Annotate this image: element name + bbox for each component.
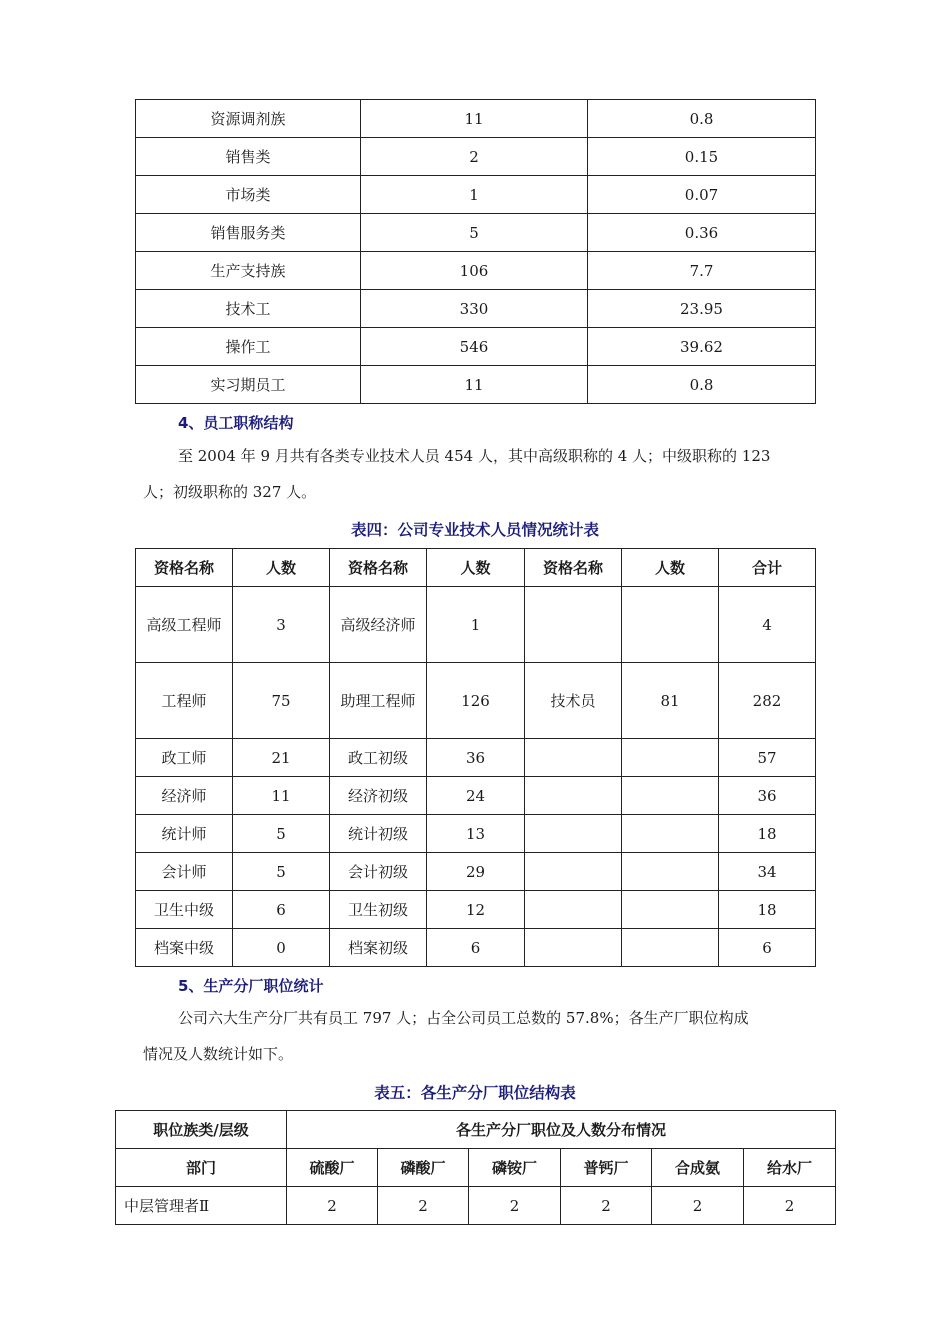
header-position-level: 职位族类/层级 [116, 1111, 287, 1149]
table-cell: 中层管理者Ⅱ [116, 1187, 287, 1225]
table-cell: 2 [652, 1187, 744, 1225]
table-cell: 卫生中级 [136, 891, 233, 929]
table-cell: 2 [287, 1187, 378, 1225]
table-cell: 统计初级 [330, 815, 427, 853]
table-cell: 资源调剂族 [136, 100, 361, 138]
table-cell: 546 [361, 328, 588, 366]
column-header: 人数 [622, 549, 719, 587]
paragraph-line: 公司六大生产分厂共有员工 797 人；占全公司员工总数的 57.8%；各生产厂职位构成 [178, 1009, 749, 1027]
table-cell: 11 [233, 777, 330, 815]
table-cell: 政工初级 [330, 739, 427, 777]
table-cell [622, 929, 719, 967]
section-4-heading: 4、员工职称结构 [178, 414, 294, 432]
table-cell: 4 [719, 587, 816, 663]
table-cell [525, 853, 622, 891]
table-cell: 技术员 [525, 663, 622, 739]
factory-header: 磷铵厂 [469, 1149, 561, 1187]
table-cell: 5 [233, 853, 330, 891]
column-header: 人数 [427, 549, 525, 587]
section-5-paragraph [143, 1000, 823, 1072]
table-row [136, 739, 816, 777]
table-cell [525, 587, 622, 663]
table-cell: 6 [427, 929, 525, 967]
table-cell [622, 853, 719, 891]
table-cell: 实习期员工 [136, 366, 361, 404]
column-header: 人数 [233, 549, 330, 587]
table-cell [622, 739, 719, 777]
table-cell: 3 [233, 587, 330, 663]
table-cell: 11 [361, 100, 588, 138]
table-cell: 生产支持族 [136, 252, 361, 290]
table-cell: 18 [719, 815, 816, 853]
column-header: 合计 [719, 549, 816, 587]
table-cell: 高级经济师 [330, 587, 427, 663]
table-cell: 6 [719, 929, 816, 967]
paragraph-line: 情况及人数统计如下。 [143, 1045, 294, 1063]
table-cell: 助理工程师 [330, 663, 427, 739]
table-row [136, 815, 816, 853]
factory-header: 磷酸厂 [378, 1149, 469, 1187]
table-cell: 技术工 [136, 290, 361, 328]
table-cell: 39.62 [588, 328, 816, 366]
table-cell: 75 [233, 663, 330, 739]
table-cell: 统计师 [136, 815, 233, 853]
table-4-caption: 表四：公司专业技术人员情况统计表 [350, 521, 599, 539]
table-row [136, 891, 816, 929]
table-cell: 档案初级 [330, 929, 427, 967]
table-row [136, 587, 816, 663]
table-cell: 0.07 [588, 176, 816, 214]
section-4-paragraph [143, 438, 823, 510]
table-cell: 卫生初级 [330, 891, 427, 929]
table-cell: 13 [427, 815, 525, 853]
table-cell: 12 [427, 891, 525, 929]
column-header: 资格名称 [330, 549, 427, 587]
table-cell: 34 [719, 853, 816, 891]
factory-position-table [115, 1110, 836, 1225]
table-cell [622, 891, 719, 929]
table-cell: 2 [744, 1187, 836, 1225]
table-cell: 0.8 [588, 366, 816, 404]
table-cell: 0.15 [588, 138, 816, 176]
table-cell [525, 777, 622, 815]
table-row [136, 176, 816, 214]
table-cell: 7.7 [588, 252, 816, 290]
paragraph-line: 人；初级职称的 327 人。 [143, 483, 317, 501]
table-cell [525, 929, 622, 967]
factory-header: 给水厂 [744, 1149, 836, 1187]
table-row [116, 1187, 836, 1225]
table-cell: 29 [427, 853, 525, 891]
column-header: 资格名称 [525, 549, 622, 587]
table-row [136, 366, 816, 404]
table-cell: 18 [719, 891, 816, 929]
section-5-heading: 5、生产分厂职位统计 [178, 977, 324, 995]
table-cell: 经济初级 [330, 777, 427, 815]
factory-header: 普钙厂 [561, 1149, 652, 1187]
table-cell: 会计师 [136, 853, 233, 891]
header-department: 部门 [116, 1149, 287, 1187]
table-row [136, 290, 816, 328]
column-header: 资格名称 [136, 549, 233, 587]
table-cell: 6 [233, 891, 330, 929]
table-cell: 126 [427, 663, 525, 739]
table-cell: 工程师 [136, 663, 233, 739]
table-cell: 政工师 [136, 739, 233, 777]
table-row [136, 214, 816, 252]
table-cell: 2 [378, 1187, 469, 1225]
table-row [136, 663, 816, 739]
table-row [136, 929, 816, 967]
table-cell: 23.95 [588, 290, 816, 328]
factory-header: 合成氨 [652, 1149, 744, 1187]
table-cell: 0.36 [588, 214, 816, 252]
table-5-caption: 表五：各生产分厂职位结构表 [374, 1084, 576, 1102]
table-cell: 1 [361, 176, 588, 214]
table-cell: 21 [233, 739, 330, 777]
table-row [136, 853, 816, 891]
tech-staff-table [135, 548, 816, 967]
table-cell: 2 [561, 1187, 652, 1225]
table-cell: 5 [233, 815, 330, 853]
position-ratio-table [135, 99, 816, 404]
table-cell: 档案中级 [136, 929, 233, 967]
table-cell: 106 [361, 252, 588, 290]
table-row [136, 777, 816, 815]
table-cell: 销售类 [136, 138, 361, 176]
table-cell [622, 777, 719, 815]
table-cell [622, 815, 719, 853]
table-row [136, 138, 816, 176]
table-cell: 0.8 [588, 100, 816, 138]
table-cell: 操作工 [136, 328, 361, 366]
table-cell: 24 [427, 777, 525, 815]
table-cell: 36 [719, 777, 816, 815]
table-cell: 市场类 [136, 176, 361, 214]
table-cell: 高级工程师 [136, 587, 233, 663]
paragraph-line: 至 2004 年 9 月共有各类专业技术人员 454 人，其中高级职称的 4 人；中级职称的 123 [178, 447, 771, 465]
table-cell: 2 [361, 138, 588, 176]
table-cell [622, 587, 719, 663]
table-cell [525, 739, 622, 777]
table-cell: 会计初级 [330, 853, 427, 891]
table-cell: 经济师 [136, 777, 233, 815]
table-cell: 1 [427, 587, 525, 663]
header-distribution: 各生产分厂职位及人数分布情况 [287, 1111, 836, 1149]
factory-header: 硫酸厂 [287, 1149, 378, 1187]
table-cell: 0 [233, 929, 330, 967]
table-cell [525, 815, 622, 853]
table-cell: 2 [469, 1187, 561, 1225]
table-cell: 5 [361, 214, 588, 252]
table-cell: 330 [361, 290, 588, 328]
table-cell: 36 [427, 739, 525, 777]
table-cell: 11 [361, 366, 588, 404]
table-cell: 57 [719, 739, 816, 777]
table-cell: 销售服务类 [136, 214, 361, 252]
table-cell: 282 [719, 663, 816, 739]
table-row [136, 100, 816, 138]
table-row [136, 328, 816, 366]
table-cell: 81 [622, 663, 719, 739]
table-cell [525, 891, 622, 929]
table-row [136, 252, 816, 290]
